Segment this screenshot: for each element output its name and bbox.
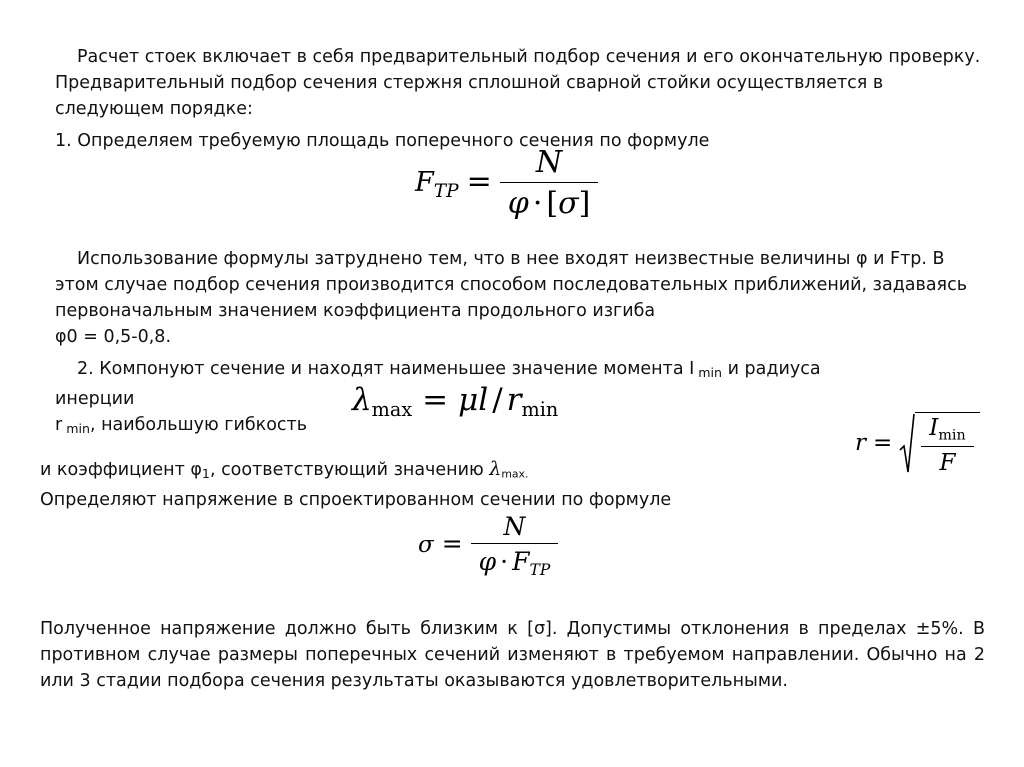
formula-max-slenderness [352, 382, 558, 421]
formula-r-denominator: F [921, 446, 973, 476]
paragraph-after-formula1-text: Использование формулы затруднено тем, что в нее входят неизвестные величины φ и Fтр. В этом случае подбор сечения производится способом последовательных приближений, задаваясь первоначальным значением коэффициента продольного изгиба [55, 248, 968, 321]
formula-ftr-denominator [500, 182, 598, 221]
formula-sigma-denominator [471, 543, 559, 579]
paragraph-step2-a: 2. Компонуют сечение и находят наименьшее значение момента I [77, 358, 695, 379]
formula-r-radicand [915, 412, 979, 476]
formula-ftr-numerator: N [535, 145, 563, 180]
formula-sigma-equals: = [441, 528, 463, 558]
paragraph-step1: 1. Определяем требуемую площадь поперечного сечения по формуле [55, 130, 710, 151]
paragraph-intro: Расчет стоек включает в себя предварительный подбор сечения и его окончательную проверку. Предварительный подбор сечения стержня сплошной сварной стойки осуществляется в следующем порядке: [55, 46, 981, 119]
formula-lambda-r: r [506, 382, 522, 418]
formula-lambda-mu: μ [458, 382, 479, 418]
formula-ftr-sigma: σ [558, 186, 579, 221]
paragraph-step2-b: и радиуса инерции [55, 358, 821, 409]
paragraph-coef-lambda-sub: max. [501, 467, 529, 481]
paragraph-phi0: φ0 = 0,5-0,8. [55, 326, 172, 347]
formula-ftr-bracket-open: [ [546, 186, 559, 221]
formula-sigma-fraction [471, 512, 559, 579]
formula-radius-of-gyration [855, 412, 980, 476]
paragraph-step2-d: , наибольшую гибкость [89, 414, 308, 435]
formula-r-sqrt [899, 412, 979, 476]
formula-r-numerator-sub: min [938, 427, 966, 444]
formula-ftr-phi: φ [507, 186, 529, 221]
formula-sigma-phi: φ [478, 547, 497, 576]
paragraph-coef-a: и коэффициент φ [40, 459, 202, 480]
formula-lambda-r-sub: min [521, 398, 559, 422]
formula-ftr-equals: = [466, 164, 492, 199]
paragraph-step2-sub-min2: min [66, 420, 90, 436]
formula-lambda-equals: = [422, 382, 449, 418]
formula-r-fraction [921, 415, 973, 476]
formula-lambda-l: l [478, 382, 489, 418]
paragraph-step2-sub-min1: min [698, 364, 723, 380]
formula-lambda-slash: / [492, 382, 503, 418]
radical-icon [899, 412, 913, 476]
formula-sigma-dot: · [500, 547, 509, 576]
formula-sigma-f: F [512, 547, 530, 576]
formula-lambda-lhs-sub: max [371, 398, 413, 422]
paragraph-coef-lambda: λ [489, 457, 502, 480]
formula-ftr-lhs: F [415, 167, 434, 198]
paragraph-coef-sub: 1 [201, 465, 210, 481]
formula-ftr-lhs-sub: TP [433, 180, 459, 202]
formula-r-equals: = [873, 429, 893, 456]
formula-required-area [415, 145, 598, 221]
paragraph-after-formula1 [55, 246, 985, 350]
formula-r-numerator: I [929, 415, 939, 441]
formula-lambda-lhs: λ [352, 382, 372, 418]
paragraph-coef-b: , соответствующий значению [209, 459, 484, 480]
paragraph-coefficient [40, 456, 840, 514]
formula-design-stress [418, 512, 558, 579]
formula-sigma-lhs: σ [418, 531, 434, 558]
formula-sigma-f-sub: TP [529, 560, 551, 579]
formula-ftr-fraction [500, 145, 598, 221]
formula-r-lhs: r [855, 429, 866, 456]
paragraph-stress-line: Определяют напряжение в спроектированном сечении по формуле [40, 490, 672, 511]
formula-ftr-bracket-close: ] [578, 186, 591, 221]
paragraph-step2-c: r [55, 414, 63, 435]
formula-r-num-wrap [921, 415, 973, 446]
formula-sigma-numerator: N [503, 512, 526, 541]
formula-ftr-dot: · [532, 186, 543, 221]
paragraph-conclusion: Полученное напряжение должно быть близким к [σ]. Допустимы отклонения в пределах ±5%. В противном случае размеры поперечных сечений изменяют в требуемом направлении. Обычно на 2 или 3 стадии подбора сечения результаты оказываются удовлетворительными. [40, 618, 985, 691]
